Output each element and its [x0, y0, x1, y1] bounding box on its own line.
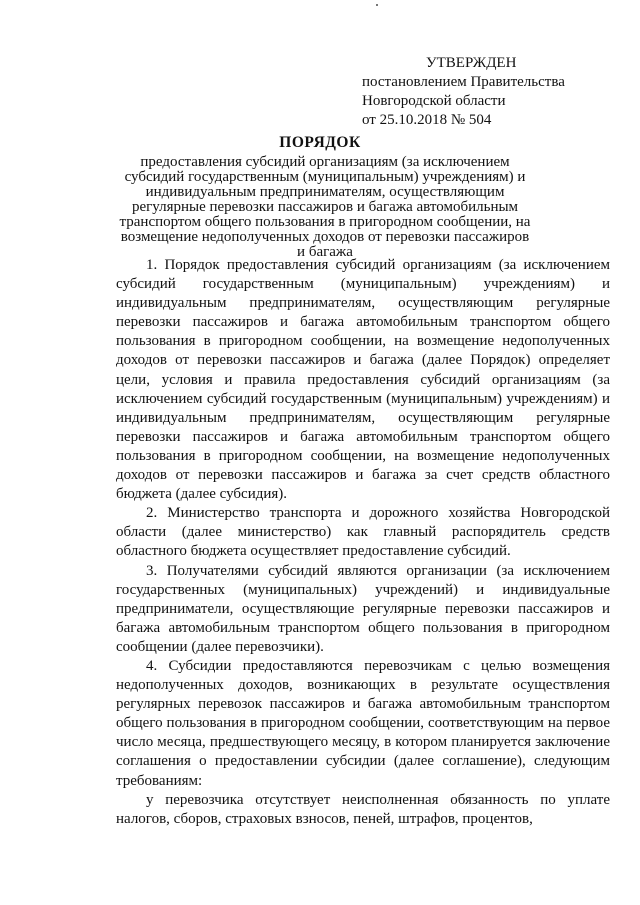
- approval-line-1: постановлением Правительства: [362, 74, 565, 90]
- document-body: [116, 256, 610, 829]
- paragraph-4: 4. Субсидии предоставляются перевозчикам с целью возмещения недополученных доходов, возникающих в результате осуществления регулярных перевозок пассажиров и багажа автомобильным транспортом общего пользования в пригородном сообщении, соответствующим на первое число месяца, предшествующего месяцу, в котором планируется заключение соглашения о предоставлении субсидии (далее соглашение), следующим требованиям:: [116, 657, 610, 789]
- paragraph-5: у перевозчика отсутствует неисполненная обязанность по уплате налогов, сборов, страховых взносов, пеней, штрафов, процентов,: [116, 791, 610, 827]
- paragraph-1: 1. Порядок предоставления субсидий организациям (за исключением субсидий государственным (муниципальным) учреждениям) и индивидуальным предпринимателям, осуществляющим регулярные перевозки пассажиров и багажа автомобильным транспортом общего пользования в пригородном сообщении, на возмещение недополученных доходов от перевозки пассажиров и багажа (далее Порядок) определяет цели, условия и правила предоставления субсидий организациям (за исключением субсидий государственным (муниципальным) учреждениям) и индивидуальным предпринимателям, осуществляющим регулярные перевозки пассажиров и багажа автомобильным транспортом общего пользования в пригородном сообщении, на возмещение недополученных доходов от перевозки пассажиров и багажа за счет средств областного бюджета (далее субсидия).: [116, 257, 610, 503]
- approval-line-3: от 25.10.2018 № 504: [362, 112, 492, 128]
- approval-line-2: Новгородской области: [362, 93, 506, 109]
- paragraph-2: 2. Министерство транспорта и дорожного хозяйства Новгородской области (далее министерство) как главный распорядитель средств областного бюджета осуществляет предоставление субсидий.: [116, 505, 610, 560]
- paragraph-3: 3. Получателями субсидий являются организации (за исключением государственных (муниципальных) учреждений) и индивидуальные предприниматели, осуществляющие регулярные перевозки пассажиров и багажа автомобильным транспортом общего пользования в пригородном сообщении (далее перевозчики).: [116, 562, 610, 655]
- document-subtitle: предоставления субсидий организациям (за исключением субсидий государственным (муниципальным) учреждениям) и индивидуальным предпринимателям, осуществляющим регулярные перевозки пассажиров и багажа автомобильным транспортом общего пользования в пригородном сообщении, на возмещение недополученных доходов от перевозки пассажиров и багажа: [119, 154, 531, 260]
- document-title: ПОРЯДОК: [279, 134, 361, 151]
- approval-block: [362, 54, 612, 130]
- scan-speck: [376, 4, 378, 6]
- approval-stamp: УТВЕРЖДЕН: [426, 55, 517, 71]
